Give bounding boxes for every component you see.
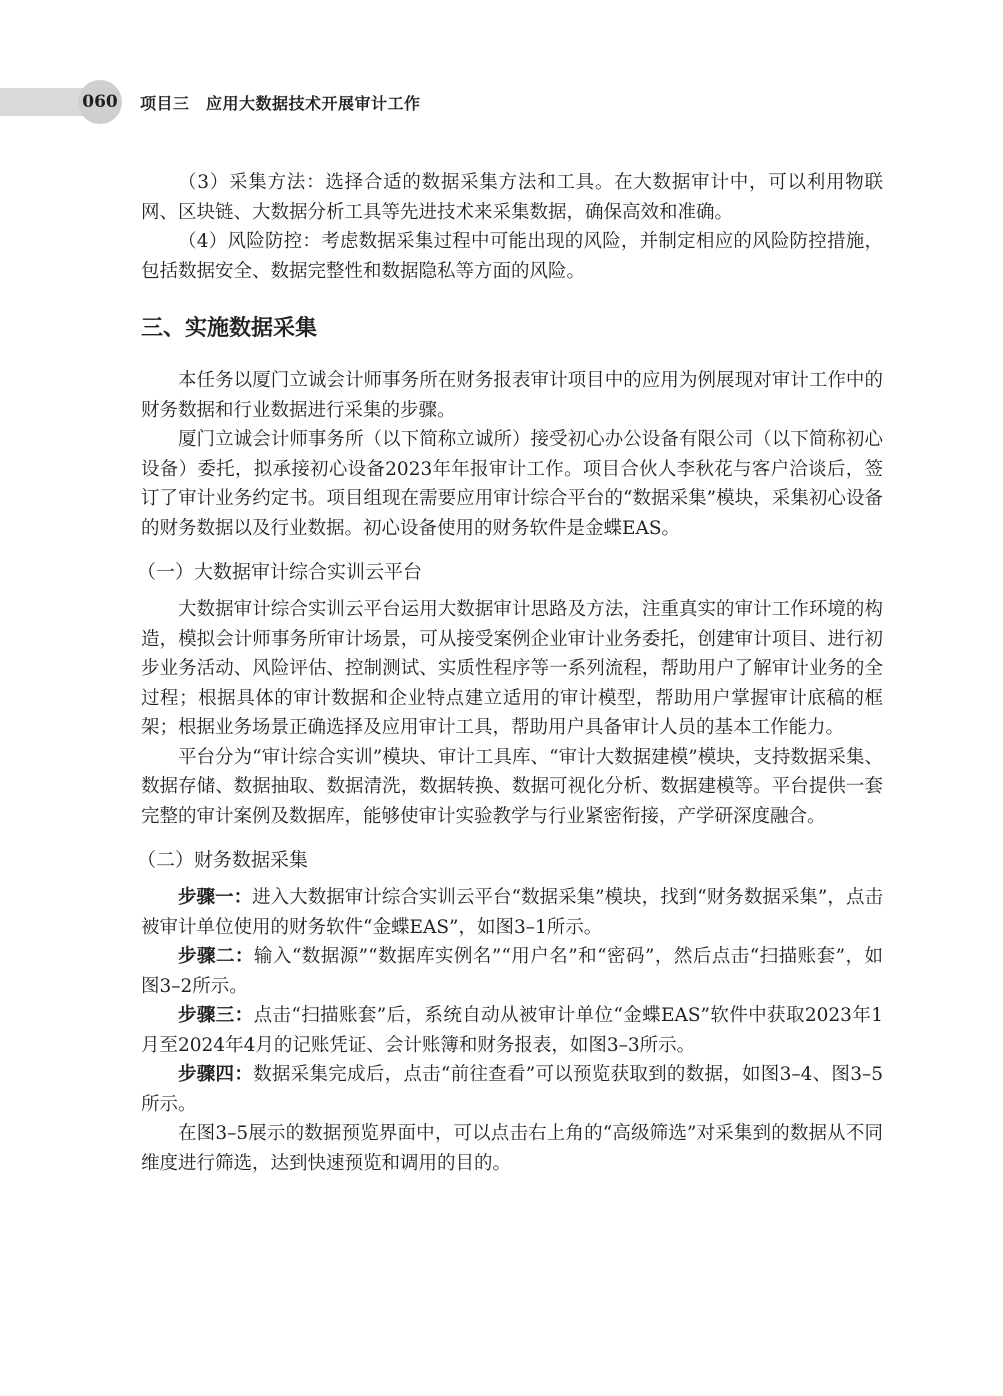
step-paragraph <box>141 1060 883 1119</box>
step-label: 步骤二： <box>178 946 254 967</box>
paragraph: 本任务以厦门立诚会计师事务所在财务报表审计项目中的应用为例展现对审计工作中的财务数据和行业数据进行采集的步骤。 <box>141 370 883 421</box>
section-heading: 三、实施数据采集 <box>141 316 318 341</box>
step-label: 步骤三： <box>178 1005 254 1026</box>
paragraph: 厦门立诚会计师事务所（以下简称立诚所）接受初心办公设备有限公司（以下简称初心设备）委托，拟承接初心设备2023年年报审计工作。项目合伙人李秋花与客户洽谈后，签订了审计业务约定书。项目组现在需要应用审计综合平台的“数据采集”模块，采集初心设备的财务数据以及行业数据。初心设备使用的财务软件是金蝶EAS。 <box>141 429 883 539</box>
paragraph: （3）采集方法：选择合适的数据采集方法和工具。在大数据审计中，可以利用物联网、区块链、大数据分析工具等先进技术来采集数据，确保高效和准确。 <box>141 172 883 223</box>
running-title: 项目三 应用大数据技术开展审计工作 <box>140 94 421 113</box>
step-text: 输入“数据源”“数据库实例名”“用户名”和“密码”，然后点击“扫描账套”，如图3–2所示。 <box>141 946 883 997</box>
step-text: 进入大数据审计综合实训云平台“数据采集”模块，找到“财务数据采集”，点击被审计单位使用的财务软件“金蝶EAS”，如图3–1所示。 <box>141 887 883 938</box>
step-text: 点击“扫描账套”后，系统自动从被审计单位“金蝶EAS”软件中获取2023年1月至2024年4月的记账凭证、会计账簿和财务报表，如图3–3所示。 <box>141 1005 883 1056</box>
paragraph: 平台分为“审计综合实训”模块、审计工具库、“审计大数据建模”模块，支持数据采集、数据存储、数据抽取、数据清洗，数据转换、数据可视化分析、数据建模等。平台提供一套完整的审计案例及数据库，能够使审计实验教学与行业紧密衔接，产学研深度融合。 <box>141 746 883 827</box>
subsection-heading: （二）财务数据采集 <box>137 849 309 871</box>
step-label: 步骤一： <box>178 887 253 908</box>
paragraph: 大数据审计综合实训云平台运用大数据审计思路及方法，注重真实的审计工作环境的构造，模拟会计师事务所审计场景，可从接受案例企业审计业务委托，创建审计项目、进行初步业务活动、风险评估、控制测试、实质性程序等一系列流程，帮助用户了解审计业务的全过程；根据具体的审计数据和企业特点建立适用的审计模型，帮助用户掌握审计底稿的框架；根据业务场景正确选择及应用审计工具，帮助用户具备审计人员的基本工作能力。 <box>141 599 883 738</box>
step-paragraph <box>141 883 883 942</box>
paragraph: 在图3–5展示的数据预览界面中，可以点击右上角的“高级筛选”对采集到的数据从不同维度进行筛选，达到快速预览和调用的目的。 <box>141 1123 883 1174</box>
page-body <box>137 168 883 1178</box>
step-paragraph <box>141 1001 883 1060</box>
step-paragraph <box>141 942 883 1001</box>
page-number: 060 <box>78 80 122 124</box>
subsection-heading: （一）大数据审计综合实训云平台 <box>137 561 423 583</box>
step-text: 数据采集完成后，点击“前往查看”可以预览获取到的数据，如图3–4、图3–5所示。 <box>141 1064 883 1115</box>
paragraph: （4）风险防控：考虑数据采集过程中可能出现的风险，并制定相应的风险防控措施，包括数据安全、数据完整性和数据隐私等方面的风险。 <box>141 231 883 282</box>
step-label: 步骤四： <box>178 1064 254 1085</box>
